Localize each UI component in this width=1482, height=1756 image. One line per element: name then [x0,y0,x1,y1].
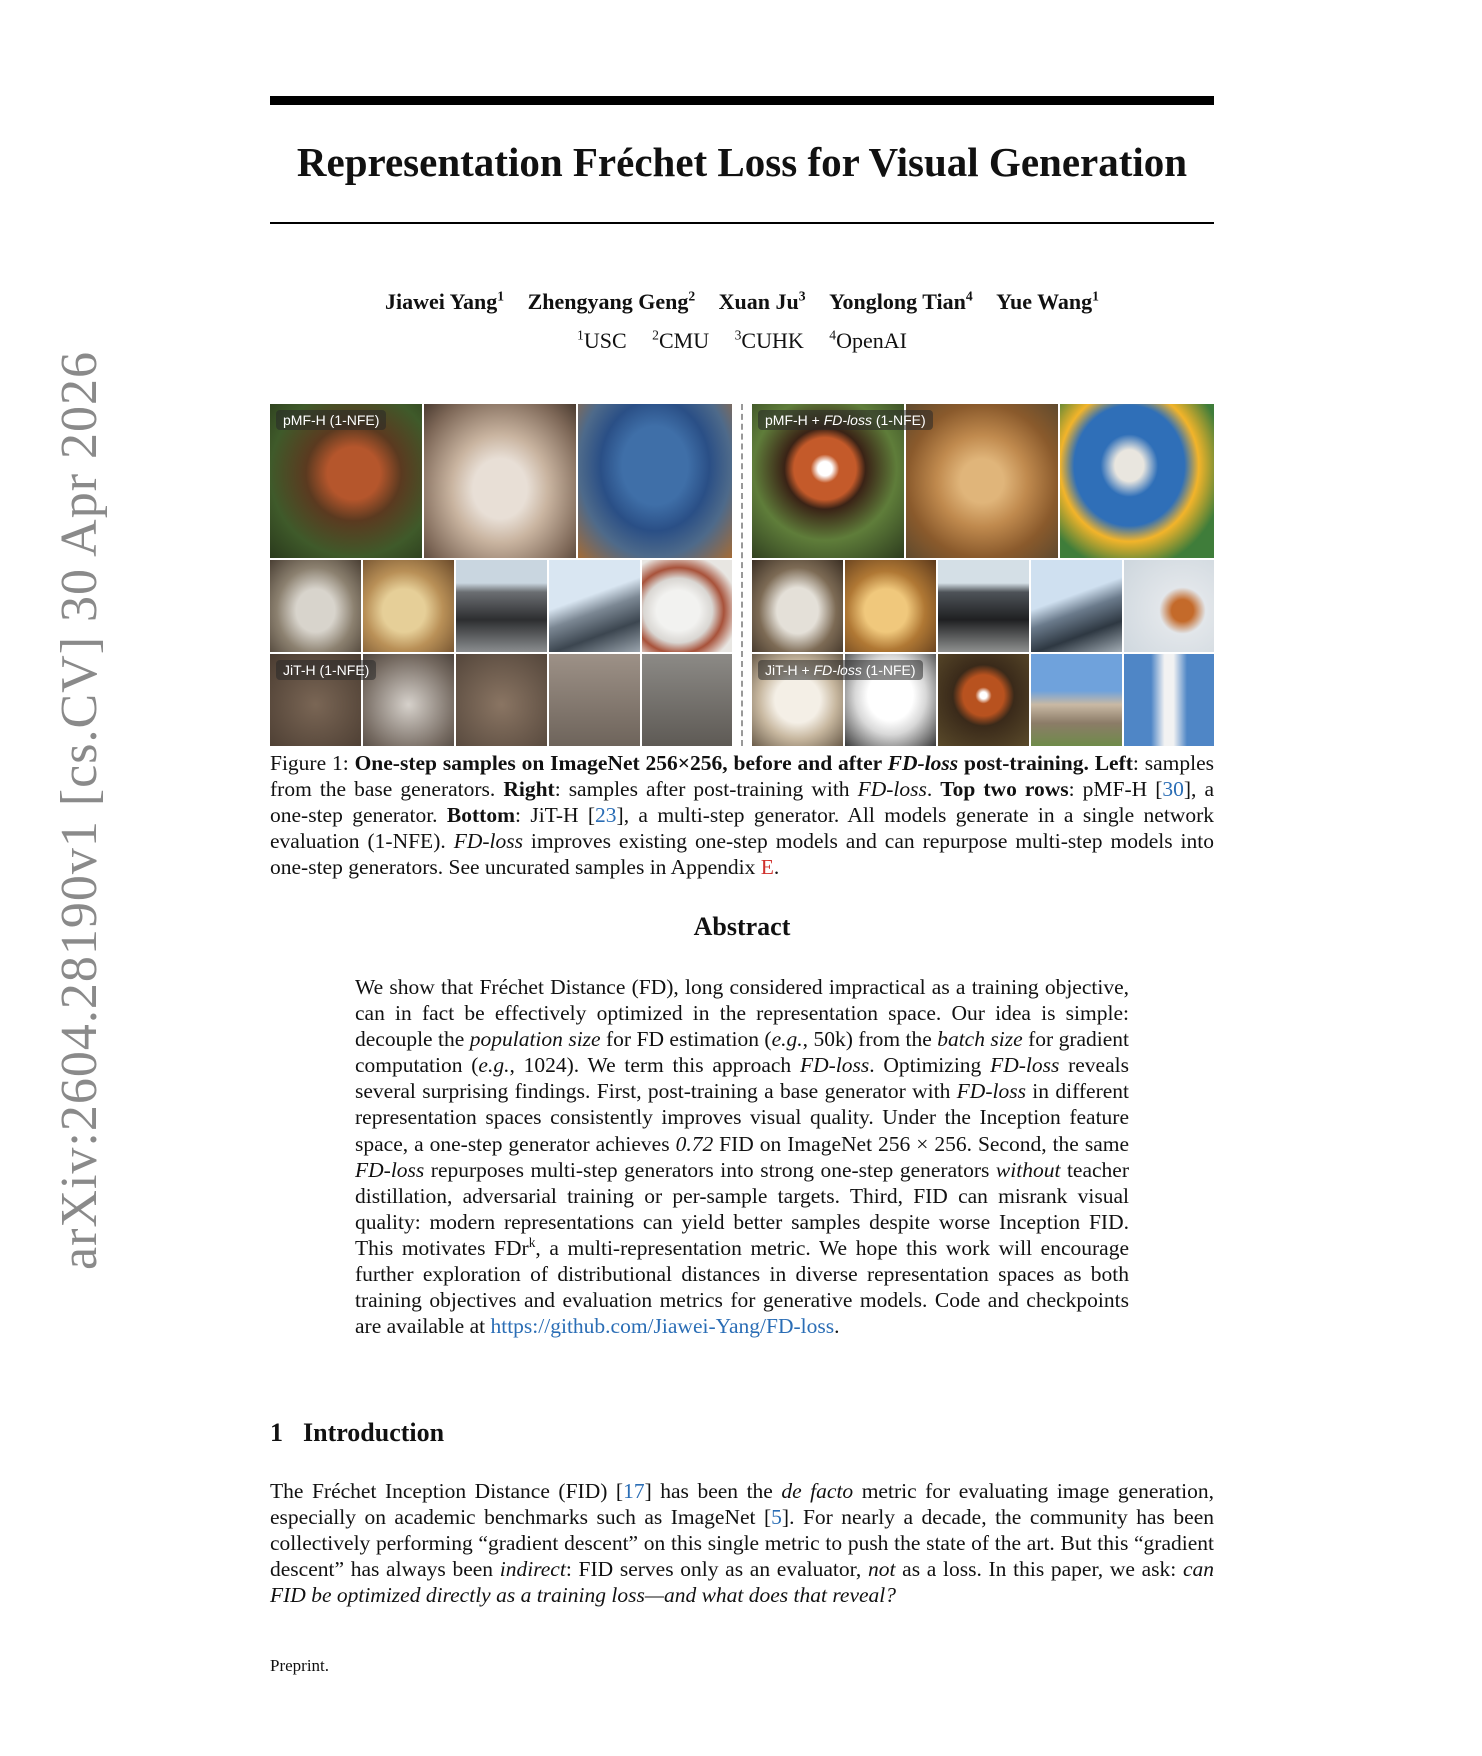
author: Xuan Ju$^3$ [718,288,806,314]
citation-link[interactable]: 30 [1162,777,1184,801]
title-top-rule [270,96,1214,105]
sample-blur-2 [363,654,454,746]
figure-right-panel [752,404,1214,746]
sample-blur-4 [549,654,640,746]
abstract-body: We show that Fréchet Distance (FD), long considered impractical as a training objective, can in fact be effectively optimized in the representation space. Our idea is simple: decouple the population size for FD estimation (e.g., 50k) from the batch size for gradient computation (e.g., 1024). We term this approach FD-loss. Optimizing FD-loss reveals several surprising findings. First, post-training a base generator with FD-loss in different representation spaces consistently improves visual quality. Under the Inception feature space, a one-step generator achieves 0.72 FID on ImageNet 256 × 256. Second, the same FD-loss repurposes multi-step generators into strong one-step generators without teacher distillation, adversarial training or per-sample targets. Third, FID can misrank visual quality: modern representations can yield better samples despite worse Inception FID. This motivates FDr$^k$, a multi-representation metric. We hope this work will encourage further exploration of distributional distances in diverse representation spaces as both training objectives and evaluation metrics for generative models. Code and checkpoints are available at https://github.com/Jiawei-Yang/FD-loss. [355,975,1130,1339]
affiliation: $^2$CMU [652,327,710,353]
figure-left-panel [270,404,732,746]
sample-macaw-blurry [578,404,732,558]
affiliation: $^1$USC [577,327,627,353]
sample-blur-5 [642,654,732,746]
sample-macaw-sharp [1060,404,1214,558]
sample-pitcher-sharp [1124,560,1214,652]
affiliation: $^4$OpenAI [829,327,907,353]
sample-red-panda-2 [938,654,1029,746]
tag-pmf-h-fdloss: pMF-H + FD-loss (1-NFE) [758,410,933,430]
author-list [270,289,1214,315]
sample-polar-bear-sharp [752,560,843,652]
title-bottom-rule [270,222,1214,224]
sample-pitchers [642,560,732,652]
sample-bear-toy [363,560,454,652]
tag-jit-h-fdloss: JiT-H + FD-loss (1-NFE) [758,660,923,680]
sample-bridge [549,560,640,652]
author: Yonglong Tian$^4$ [829,288,973,314]
author: Jiawei Yang$^1$ [385,288,505,314]
section-heading-introduction: 1 Introduction [270,1418,445,1447]
author: Zhengyang Geng$^2$ [527,288,696,314]
sample-blur-3 [456,654,547,746]
sample-polar-bear [270,560,361,652]
sample-bear-toy-sharp [845,560,936,652]
appendix-link[interactable]: E [760,855,774,879]
sample-dog-blurry [424,404,576,558]
abstract-heading: Abstract [693,912,791,941]
citation-link[interactable]: 5 [771,1505,782,1530]
figure-caption: Figure 1: One-step samples on ImageNet 256×256, before and after FD-loss post-training. Left: samples from the base generators. Right: samples after post-training with FD-loss. Top two rows: pMF-H [30], a one-step generator. Bottom: JiT-H [23], a multi-step generator. All models generate in a single network evaluation (1-NFE). FD-loss improves existing one-step models and can repurpose multi-step models into one-step generators. See uncurated samples in Appendix E. [270,751,1215,879]
sample-palace [1031,654,1122,746]
affiliation-list [270,328,1214,354]
citation-link[interactable]: 23 [595,803,617,827]
paper-title: Representation Fréchet Loss for Visual Generation [296,139,1188,185]
tag-jit-h: JiT-H (1-NFE) [276,660,376,680]
affiliation: $^3$CUHK [734,327,804,353]
introduction-body: The Fréchet Inception Distance (FID) [17] has been the de facto metric for evaluating image generation, especially on academic benchmarks such as ImageNet [5]. For nearly a decade, the community has been collectively performing “gradient descent” on this single metric to push the state of the art. But this “gradient descent” has always been indirect: FID serves only as an evaluator, not as a loss. In this paper, we ask: can FID be optimized directly as a training loss—and what does that reveal? [270,1479,1214,1608]
author: Yue Wang$^1$ [996,288,1099,314]
arxiv-sidebar-id: arXiv:2604.28190v1 [cs.CV] 30 Apr 2026 [51,350,108,1270]
citation-link[interactable]: 17 [623,1479,645,1503]
code-repo-link[interactable]: https://github.com/Jiawei-Yang/FD-loss [490,1314,835,1339]
tag-pmf-h: pMF-H (1-NFE) [276,410,386,430]
sample-bridge-sharp [1031,560,1122,652]
figure-divider [741,404,743,746]
sample-old-car-sharp [938,560,1029,652]
footer-preprint: Preprint. [270,1656,330,1675]
sample-space-shuttle [1124,654,1214,746]
sample-old-car [456,560,547,652]
